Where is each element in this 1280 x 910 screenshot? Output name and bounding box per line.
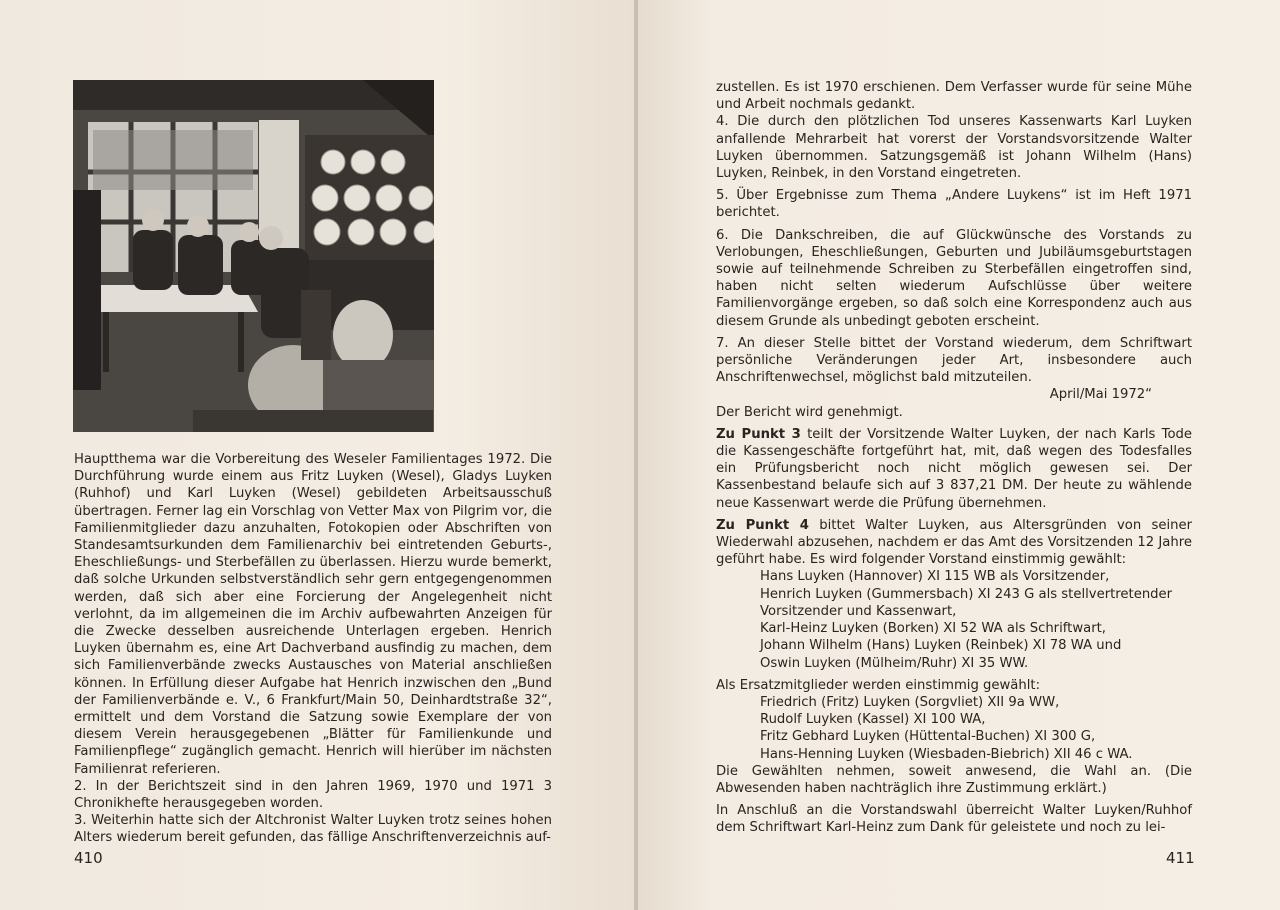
substitute-member: Fritz Gebhard Luyken (Hüttental-Buchen) XI 300 G, <box>760 729 1096 745</box>
paragraph-item-4: 4. Die durch den plötzlichen Tod unseres Kassenwarts Karl Luyken anfallende Mehrarbeit hat vorerst der Vorstandsvorsitzende Walter Luyken übernommen. Satzungsgemäß ist Johann Wilhelm (Hans) Luyken, Reinbek, in den Vorstand eingetreten. <box>716 114 1192 182</box>
meeting-photo <box>73 80 434 432</box>
substitute-member: Friedrich (Fritz) Luyken (Sorgvliet) XII 9a WW, <box>760 694 1060 710</box>
paragraph-closing: In Anschluß an die Vorstandswahl überreicht Walter Luyken/Ruhhof dem Schriftwart Karl-Heinz zum Dank für geleistete und noch zu lei- <box>716 803 1192 836</box>
paragraph-main-topic: Hauptthema war die Vorbereitung des Weseler Familientages 1972. Die Durchführung wurde einem aus Fritz Luyken (Wesel), Gladys Luyken (Ruhhof) und Karl Luyken (Wesel) gebildeten Arbeitsausschuß übertragen. Ferner lag ein Vorschlag von Vetter Max von Pilgrim vor, die Familienmitglieder dazu anzuhalten, Fotokopien oder Abschriften von Standesamtsurkunden dem Familienarchiv bei eintretenden Geburts-, Eheschließungs- und Sterbefällen zu überlassen. Hierzu wurde bemerkt, daß solche Urkunden selbstverständlich sehr gern entgegengenommen werden, daß sich aber eine Forcierung der Angelegenheit nicht verlohnt, da im allgemeinen die im Archiv aufbewahrten Anzeigen für die Zwecke desselben ausreichende Unterlagen ergeben. Henrich Luyken übernahm es, eine Art Dachverband ausfindig zu machen, dem sich Familienverbände zwecks Austausches von Material anschließen können. In Erfüllung dieser Aufgabe hat Henrich inzwischen den „Bund der Familienverbände e. V., 6 Frankfurt/Main 50, Deinhardtstraße 32“, ermittelt und dem Vorstand die Satzung sowie Exemplare der von diesem Verein herausgegebenen „Blätter für Familienkunde und Familienpflege“ zugänglich gemacht. Henrich will hierüber im nächsten Familienrat referieren. <box>74 452 552 777</box>
board-member: Oswin Luyken (Mülheim/Ruhr) XI 35 WW. <box>760 655 1029 671</box>
paragraph-elected: Die Gewählten nehmen, soweit anwesend, die Wahl an. (Die Abwesenden haben nachträglich ihre Zustimmung erklärt.) <box>716 763 1192 796</box>
right-page <box>638 0 1280 910</box>
paragraph-punkt-3 <box>716 426 1192 512</box>
board-member: Karl-Heinz Luyken (Borken) XI 52 WA als Schriftwart, <box>760 621 1106 637</box>
punkt-3-label: Zu Punkt 3 <box>716 426 801 442</box>
paragraph-continuation: zustellen. Es ist 1970 erschienen. Dem Verfasser wurde für seine Mühe und Arbeit nochmals gedankt. <box>716 80 1192 113</box>
punkt-4-label: Zu Punkt 4 <box>716 517 809 533</box>
substitute-member: Rudolf Luyken (Kassel) XI 100 WA, <box>760 712 986 728</box>
punkt-4-text: bittet Walter Luyken, aus Altersgründen von seiner Wiederwahl abzusehen, nachdem er das Amt des Vorsitzenden 12 Jahre geführt habe. Es wird folgender Vorstand einstimmig gewählt: <box>716 517 1193 568</box>
punkt-3-text: teilt der Vorsitzende Walter Luyken, der nach Karls Tode die Kassengeschäfte fortgeführt hat, mit, daß wegen des Todesfalles ein Prüfungsbericht noch nicht möglich gewesen sei. Der Kassenbestand belaufe sich auf 3 837,21 DM. Der heute zu wählende neue Kassenwart werde die Prüfung übernehmen. <box>716 426 1192 511</box>
left-page <box>0 0 636 910</box>
board-member: Johann Wilhelm (Hans) Luyken (Reinbek) XI 78 WA und <box>760 638 1122 654</box>
report-date: April/Mai 1972“ <box>1049 387 1152 403</box>
paragraph-chronicle: 2. In der Berichtszeit sind in den Jahren 1969, 1970 und 1971 3 Chronikhefte herausgegeben worden. <box>74 778 552 812</box>
paragraph-item-6: 6. Die Dankschreiben, die auf Glückwünsche des Vorstands zu Verlobungen, Eheschließungen, Geburten und Jubiläumsgeburtstagen sowie auf teilnehmende Schreiben zu Sterbefällen eingetroffen sind, haben nicht selten wiederum Aufschlüsse über weitere Familienvorgänge ergeben, so daß solch eine Korrespondenz auch aus diesem Grunde als unbedingt geboten erscheint. <box>716 227 1192 329</box>
paragraph-item-5: 5. Über Ergebnisse zum Thema „Andere Luykens“ ist im Heft 1971 berichtet. <box>716 188 1192 221</box>
paragraph-address-directory: 3. Weiterhin hatte sich der Altchronist Walter Luyken trotz seines hohen Alters wiederum bereit gefunden, das fällige Anschriftenverzeichnis auf- <box>74 813 552 846</box>
paragraph-item-7: 7. An dieser Stelle bittet der Vorstand wiederum, dem Schriftwart persönliche Veränderungen jeder Art, insbesondere auch Anschriftenwechsel, möglichst bald mitzuteilen. <box>716 335 1192 386</box>
board-member: Hans Luyken (Hannover) XI 115 WB als Vorsitzender, <box>760 569 1110 585</box>
paragraph-punkt-4 <box>716 517 1192 569</box>
page-number-left: 410 <box>74 849 103 867</box>
substitutes-intro: Als Ersatzmitglieder werden einstimmig gewählt: <box>716 677 1041 693</box>
right-text-column <box>716 79 1192 837</box>
left-text-column <box>74 451 552 847</box>
report-approved: Der Bericht wird genehmigt. <box>716 404 903 420</box>
board-member: Henrich Luyken (Gummersbach) XI 243 G als stellvertretender Vorsitzender und Kassenwart, <box>760 586 1173 619</box>
page-number-right: 411 <box>1166 849 1195 867</box>
substitute-member: Hans-Henning Luyken (Wiesbaden-Biebrich) XII 46 c WA. <box>760 746 1133 762</box>
